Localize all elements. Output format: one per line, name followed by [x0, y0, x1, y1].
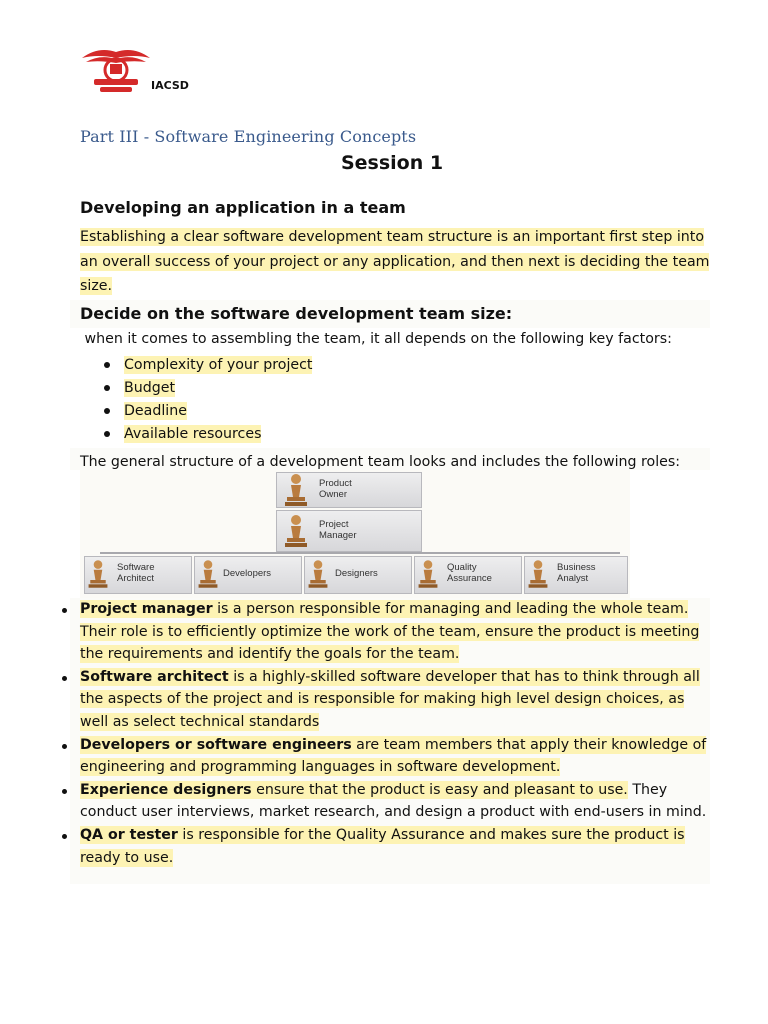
- org-name: IACSD: [151, 79, 189, 92]
- role-item-experience-designers: Experience designers ensure that the product is easy and pleasant to use. They conduct user interviews, market research, and design a product with end-users in mind.: [56, 779, 716, 824]
- paragraph-line: an overall success of your project or any application, and then next is deciding the team: [80, 253, 710, 270]
- chart-box-business-analyst: Business Analyst: [524, 556, 628, 594]
- session-title: Session 1: [340, 152, 444, 174]
- list-item: Available resources: [96, 423, 312, 446]
- chart-box-designers: Designers: [304, 556, 412, 594]
- chart-box-product-owner: Product Owner: [276, 472, 422, 508]
- paragraph-line: Establishing a clear software development team structure is an important first step into: [80, 229, 705, 245]
- list-item: Budget: [96, 377, 312, 400]
- emblem-icon: [80, 44, 152, 96]
- key-factors-list: [96, 354, 312, 446]
- chart-box-developers: Developers: [194, 556, 302, 594]
- key-factors-intro: when it comes to assembling the team, it all depends on the following key factors:: [80, 331, 672, 347]
- pawn-icon: [306, 558, 330, 590]
- team-structure-paragraph: [80, 225, 720, 299]
- pawn-icon: [526, 558, 550, 590]
- team-structure-chart: [80, 470, 630, 598]
- pawn-icon: [416, 558, 440, 590]
- section-heading-team-size: Decide on the software development team size:: [80, 304, 513, 323]
- section-heading-team: Developing an application in a team: [80, 198, 406, 217]
- role-item-software-architect: Software architect is a highly-skilled software developer that has to think through all the aspects of the project and is responsible for making high level design choices, as well as select technical standards: [56, 666, 716, 734]
- role-item-developers: Developers or software engineers are team members that apply their knowledge of engineering and programming languages in software development.: [56, 734, 716, 779]
- structure-intro: The general structure of a development team looks and includes the following roles:: [80, 454, 681, 470]
- pawn-icon: [86, 558, 110, 590]
- list-item: Complexity of your project: [96, 354, 312, 377]
- pawn-icon: [282, 512, 310, 550]
- part-title: Part III - Software Engineering Concepts: [80, 127, 417, 146]
- roles-list: [56, 598, 716, 869]
- chart-box-software-architect: Software Architect: [84, 556, 192, 594]
- role-item-project-manager: Project manager is a person responsible for managing and leading the whole team. Their role is to efficiently optimize the work of the team, ensure the product is meeting the requirements and identify the goals for the team.: [56, 598, 716, 666]
- pawn-icon: [196, 558, 220, 590]
- pawn-icon: [282, 472, 310, 508]
- chart-connector: [100, 552, 620, 554]
- list-item: Deadline: [96, 400, 312, 423]
- paragraph-line: size.: [80, 278, 113, 294]
- institute-logo: [80, 44, 195, 96]
- role-item-qa-tester: QA or tester is responsible for the Quality Assurance and makes sure the product is ready to use.: [56, 824, 716, 869]
- chart-box-quality-assurance: Quality Assurance: [414, 556, 522, 594]
- chart-box-project-manager: Project Manager: [276, 510, 422, 552]
